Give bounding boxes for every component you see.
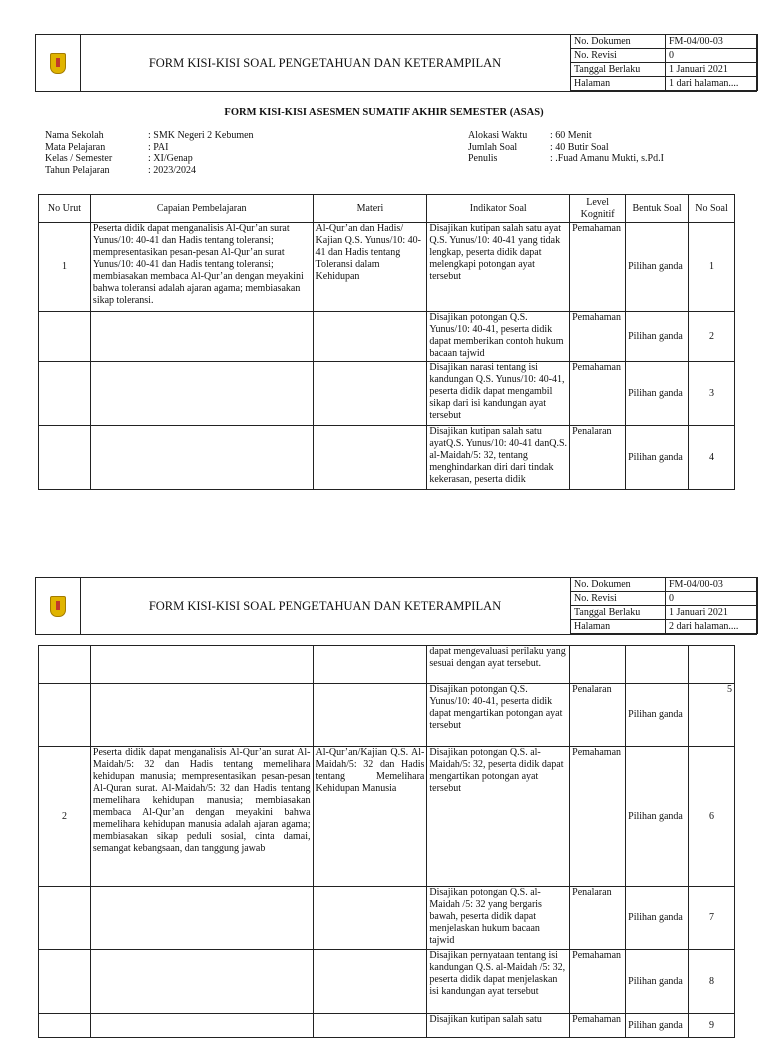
indikator-cell: Disajikan pernyataan tentang isi kandungan Q.S. al-Maidah /5: 32, peserta didik dapat menjelaskan isi kandungan ayat tersebut — [427, 950, 570, 1014]
cp-cell — [90, 426, 313, 490]
info-value: : PAI — [148, 141, 169, 153]
table-row — [39, 312, 735, 362]
doc-info-table — [570, 577, 758, 634]
indikator-cell: Disajikan potongan Q.S. al-Maidah/5: 32, peserta didik dapat mengartikan potongan ayat tersebut — [427, 747, 570, 887]
page2-header — [35, 577, 757, 635]
info-value: : XI/Genap — [148, 153, 193, 165]
col-header: Indikator Soal — [427, 195, 570, 223]
page-label: Halaman — [571, 77, 666, 91]
level-cell: Penalaran — [570, 684, 626, 747]
level-cell: Penalaran — [570, 426, 626, 490]
level-cell: Pemahaman — [570, 362, 626, 426]
school-logo — [36, 578, 81, 634]
info-value: : 2023/2024 — [148, 164, 197, 176]
no-urut-cell — [39, 1014, 91, 1038]
indikator-cell: dapat mengevaluasi perilaku yang sesuai dengan ayat tersebut. — [427, 646, 570, 684]
info-value: : 40 Butir Soal — [550, 141, 609, 153]
info-label: Kelas / Semester — [45, 153, 113, 165]
table-row — [39, 1014, 735, 1038]
table-row — [39, 362, 735, 426]
indikator-cell: Disajikan potongan Q.S. Yunus/10: 40-41, peserta didik dapat mengartikan potongan ayat tersebut — [427, 684, 570, 747]
info-right — [468, 130, 664, 165]
form-title: FORM KISI-KISI SOAL PENGETAHUAN DAN KETERAMPILAN — [148, 55, 502, 70]
page-value: 1 dari halaman.... — [666, 77, 758, 91]
shield-icon — [50, 596, 66, 617]
col-header: Materi — [313, 195, 427, 223]
bentuk-cell: Pilihan ganda — [626, 1014, 689, 1038]
no-soal-cell: 4 — [689, 426, 735, 490]
level-cell: Pemahaman — [570, 223, 626, 312]
date-label: Tanggal Berlaku — [571, 63, 666, 77]
table-row — [39, 950, 735, 1014]
doc-info-table — [570, 34, 758, 91]
table-row — [39, 646, 735, 684]
indikator-cell: Disajikan potongan Q.S. Yunus/10: 40-41, peserta didik dapat memberikan contoh hukum bacaan tajwid — [427, 312, 570, 362]
materi-cell — [313, 362, 427, 426]
materi-cell — [313, 684, 427, 747]
bentuk-cell: Pilihan ganda — [626, 426, 689, 490]
materi-cell: Al-Qur’an/Kajian Q.S. Al-Maidah/5: 32 dan Hadis tentang Memelihara Kehidupan Manusia — [313, 747, 427, 887]
bentuk-cell: Pilihan ganda — [626, 950, 689, 1014]
bentuk-cell — [626, 646, 689, 684]
table-row — [39, 684, 735, 747]
indikator-cell: Disajikan kutipan salah satu ayat Q.S. Yunus/10: 40-41 yang tidak lengkap, peserta didik dapat melengkapi potongan ayat tersebut — [427, 223, 570, 312]
materi-cell — [313, 950, 427, 1014]
page2-clip — [0, 645, 768, 1031]
level-cell: Pemahaman — [570, 747, 626, 887]
no-soal-cell: 9 — [689, 1014, 735, 1038]
indikator-cell: Disajikan narasi tentang isi kandungan Q.S. Yunus/10: 40-41, peserta didik dapat mengambil sikap dari isi kandungan ayat tersebut — [427, 362, 570, 426]
materi-cell — [313, 1014, 427, 1038]
subtitle: FORM KISI-KISI ASESMEN SUMATIF AKHIR SEMESTER (ASAS) — [224, 107, 544, 118]
no-soal-cell: 6 — [689, 747, 735, 887]
school-logo — [36, 35, 81, 91]
rev-label: No. Revisi — [571, 49, 666, 63]
bentuk-cell: Pilihan ganda — [626, 362, 689, 426]
col-header: Bentuk Soal — [626, 195, 689, 223]
table-row — [39, 223, 735, 312]
rev-value: 0 — [666, 49, 758, 63]
cp-cell — [90, 362, 313, 426]
materi-cell — [313, 312, 427, 362]
no-urut-cell — [39, 646, 91, 684]
no-soal-cell: 3 — [689, 362, 735, 426]
no-soal-cell: 2 — [689, 312, 735, 362]
info-label: Penulis — [468, 153, 498, 165]
rev-label: No. Revisi — [571, 592, 666, 606]
doc-no-value: FM-04/00-03 — [666, 578, 758, 592]
table-row — [39, 747, 735, 887]
bentuk-cell: Pilihan ganda — [626, 887, 689, 950]
info-value: : .Fuad Amanu Mukti, s.Pd.I — [550, 153, 664, 165]
materi-cell — [313, 646, 427, 684]
no-urut-cell — [39, 426, 91, 490]
no-soal-cell: 1 — [689, 223, 735, 312]
page-label: Halaman — [571, 620, 666, 634]
no-urut-cell — [39, 312, 91, 362]
bentuk-cell: Pilihan ganda — [626, 312, 689, 362]
date-label: Tanggal Berlaku — [571, 606, 666, 620]
info-left — [45, 130, 254, 176]
cp-cell — [90, 887, 313, 950]
no-urut-cell — [39, 362, 91, 426]
indikator-cell: Disajikan kutipan salah satu ayatQ.S. Yunus/10: 40-41 danQ.S. al-Maidah/5: 32, tentang menghindarkan diri dari tindak kekerasan, peserta didik — [427, 426, 570, 490]
form-title: FORM KISI-KISI SOAL PENGETAHUAN DAN KETERAMPILAN — [148, 598, 502, 613]
col-header: Level Kognitif — [570, 195, 626, 223]
no-urut-cell — [39, 887, 91, 950]
no-soal-cell: 8 — [689, 950, 735, 1014]
level-cell — [570, 646, 626, 684]
shield-icon — [50, 53, 66, 74]
table-row — [39, 887, 735, 950]
bentuk-cell: Pilihan ganda — [626, 684, 689, 747]
no-urut-cell — [39, 950, 91, 1014]
level-cell: Pemahaman — [570, 312, 626, 362]
bentuk-cell: Pilihan ganda — [626, 223, 689, 312]
col-header: Capaian Pembelajaran — [90, 195, 313, 223]
cp-cell: Peserta didik dapat menganalisis Al-Qur’an surat Yunus/10: 40-41 dan Hadis tentang toleransi; mempresentasikan pesan-pesan Al-Qur’an surat Yunus/10: 40-41 dan Hadis tentang toleransi; membiasakan membaca Al-Qur’an dengan meyakini bahwa toleransi adalah ajaran agama; membiasakan sikap toleransi. — [90, 223, 313, 312]
col-header: No Urut — [39, 195, 91, 223]
indikator-cell: Disajikan potongan Q.S. al-Maidah /5: 32 yang bergaris bawah, peserta didik dapat menjelaskan hukum bacaan tajwid — [427, 887, 570, 950]
col-header: No Soal — [689, 195, 735, 223]
materi-cell — [313, 887, 427, 950]
no-urut-cell: 1 — [39, 223, 91, 312]
level-cell: Pemahaman — [570, 1014, 626, 1038]
level-cell: Pemahaman — [570, 950, 626, 1014]
date-value: 1 Januari 2021 — [666, 63, 758, 77]
materi-cell: Al-Qur’an dan Hadis/ Kajian Q.S. Yunus/10: 40-41 dan Hadis tentang Toleransi dalam Kehidupan — [313, 223, 427, 312]
cp-cell — [90, 1014, 313, 1038]
info-label: Jumlah Soal — [468, 141, 518, 153]
cp-cell — [90, 684, 313, 747]
rev-value: 0 — [666, 592, 758, 606]
page-value: 2 dari halaman.... — [666, 620, 758, 634]
no-soal-cell: 5 — [689, 684, 735, 747]
info-label: Tahun Pelajaran — [45, 164, 110, 176]
no-urut-cell: 2 — [39, 747, 91, 887]
table-row — [39, 426, 735, 490]
date-value: 1 Januari 2021 — [666, 606, 758, 620]
no-urut-cell — [39, 684, 91, 747]
cp-cell — [90, 950, 313, 1014]
info-label: Alokasi Waktu — [468, 130, 528, 141]
doc-no-label: No. Dokumen — [571, 578, 666, 592]
doc-no-label: No. Dokumen — [571, 35, 666, 49]
info-value: : 60 Menit — [550, 130, 592, 141]
cp-cell — [90, 312, 313, 362]
info-label: Mata Pelajaran — [45, 141, 106, 153]
info-label: Nama Sekolah — [45, 130, 104, 141]
cp-cell — [90, 646, 313, 684]
kisi-kisi-table-page1 — [38, 194, 735, 490]
doc-no-value: FM-04/00-03 — [666, 35, 758, 49]
page1-header — [35, 34, 757, 92]
materi-cell — [313, 426, 427, 490]
kisi-kisi-table-page2 — [38, 645, 735, 1038]
bentuk-cell: Pilihan ganda — [626, 747, 689, 887]
no-soal-cell — [689, 646, 735, 684]
cp-cell: Peserta didik dapat menganalisis Al-Qur’an surat Al-Maidah/5: 32 dan Hadis tentang memelihara kehidupan manusia; mempresentasikan pesan-pesan Al-Quran surat. Al-Maidah/5: 32 dan Hadis tentang memelihara kehidupan manusia; membiasakan membaca Al-Qur’an dengan meyakini bahwa memelihara kehidupan manusia adalah ajaran agama; membiasakan sikap peduli sosial, cinta damai, semangat kebangsaan, dan tanggung jawab — [90, 747, 313, 887]
level-cell: Penalaran — [570, 887, 626, 950]
info-value: : SMK Negeri 2 Kebumen — [148, 130, 254, 141]
no-soal-cell: 7 — [689, 887, 735, 950]
indikator-cell: Disajikan kutipan salah satu — [427, 1014, 570, 1038]
